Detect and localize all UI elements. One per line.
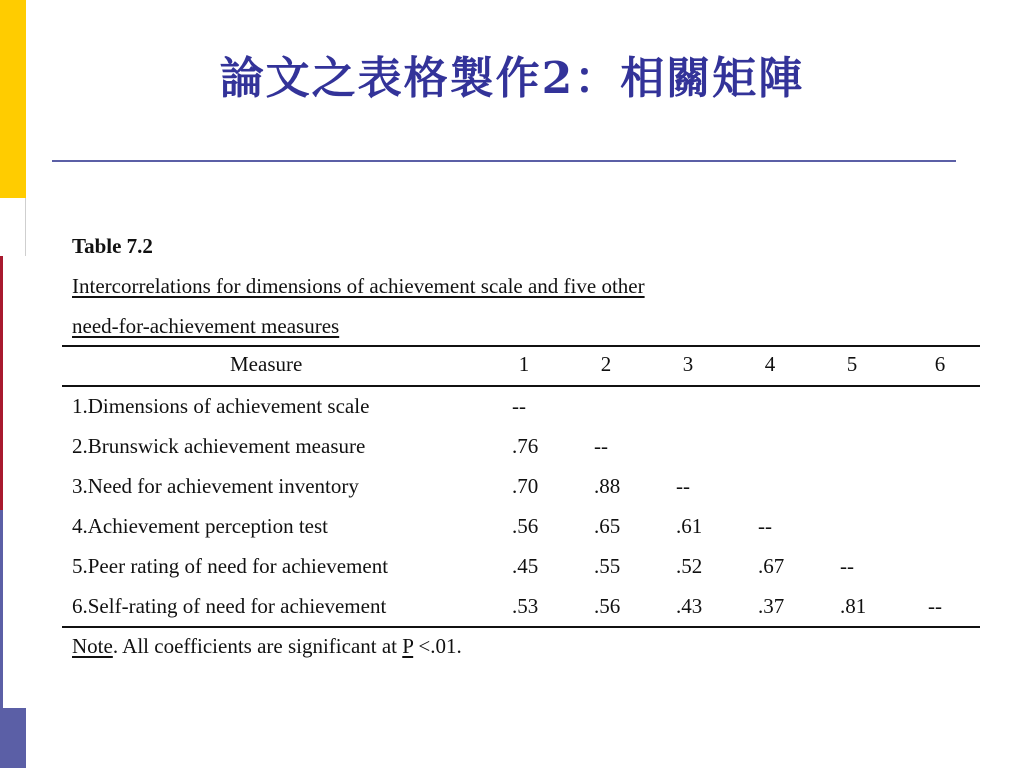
row-value: .67 — [758, 554, 785, 578]
row-value: .88 — [594, 474, 621, 498]
row-value: .56 — [594, 594, 621, 618]
header-measure: Measure — [230, 352, 303, 376]
row-value: .45 — [512, 554, 539, 578]
header-col-2: 2 — [600, 352, 612, 376]
row-value: .65 — [594, 514, 621, 538]
table-label: Table 7.2 — [72, 234, 153, 258]
header-col-1: 1 — [518, 352, 530, 376]
slide-title: 論文之表格製作2：相關矩陣 — [219, 53, 805, 104]
table-row — [62, 394, 980, 434]
row-value: .52 — [676, 554, 703, 578]
row-value: -- — [676, 474, 690, 498]
sidebar-white-gap — [0, 198, 26, 256]
row-value: -- — [594, 434, 608, 458]
row-value: -- — [840, 554, 854, 578]
row-measure: 6.Self-rating of need for achievement — [72, 594, 387, 618]
row-value: .61 — [676, 514, 703, 538]
row-measure: 3.Need for achievement inventory — [72, 474, 359, 498]
header-col-6: 6 — [934, 352, 946, 376]
note-text: . All coefficients are significant at — [112, 634, 403, 658]
table-note — [72, 634, 462, 659]
table-bottom-rule — [62, 626, 980, 628]
note-threshold: <.01. — [413, 634, 462, 658]
row-value: .76 — [512, 434, 539, 458]
header-col-5: 5 — [846, 352, 858, 376]
table-caption-line-1: Intercorrelations for dimensions of achievement scale and five other — [72, 274, 645, 298]
table-row — [62, 474, 980, 514]
table-row — [62, 514, 980, 554]
slide-sidebar-decoration — [0, 0, 26, 768]
row-value: -- — [512, 394, 526, 418]
row-value: .70 — [512, 474, 539, 498]
table-top-rule — [62, 345, 980, 347]
row-value: -- — [758, 514, 772, 538]
title-divider — [52, 160, 956, 162]
table-row — [62, 554, 980, 594]
row-measure: 1.Dimensions of achievement scale — [72, 394, 370, 418]
sidebar-red-line — [0, 256, 26, 510]
row-value: .56 — [512, 514, 539, 538]
row-value: .43 — [676, 594, 703, 618]
row-value: .81 — [840, 594, 867, 618]
table-header-rule — [62, 385, 980, 387]
row-value: -- — [928, 594, 942, 618]
note-label: Note — [72, 634, 113, 658]
table-row — [62, 594, 980, 634]
header-col-3: 3 — [682, 352, 694, 376]
sidebar-blue-line — [0, 510, 26, 708]
row-measure: 5.Peer rating of need for achievement — [72, 554, 389, 578]
row-value: .53 — [512, 594, 539, 618]
sidebar-blue-block — [0, 708, 26, 768]
note-p-symbol: P — [402, 634, 414, 658]
row-value: .37 — [758, 594, 785, 618]
row-measure: 4.Achievement perception test — [72, 514, 328, 538]
header-col-4: 4 — [764, 352, 776, 376]
table-caption-line-2: need-for-achievement measures — [72, 314, 340, 338]
row-value: .55 — [594, 554, 621, 578]
table-row — [62, 434, 980, 474]
row-measure: 2.Brunswick achievement measure — [72, 434, 366, 458]
